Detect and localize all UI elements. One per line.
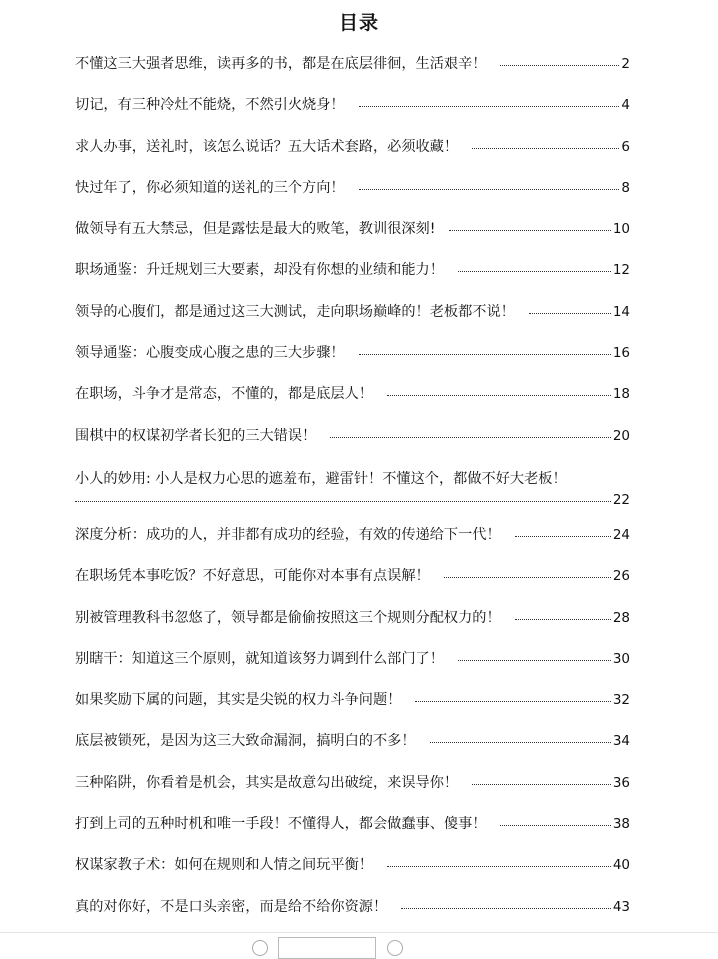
toc-page-number: 24 <box>612 526 630 543</box>
toc-entry[interactable] <box>75 425 630 466</box>
toc-entry-title: 小人的妙用: 小人是权力心思的遮羞布，避雷针！不懂这个，都做不好大老板！ <box>75 470 567 487</box>
toc-entry[interactable] <box>75 136 630 177</box>
toc-page-number: 12 <box>612 262 630 279</box>
toc-page-number: 34 <box>612 733 630 750</box>
dot-leader <box>472 784 611 785</box>
dot-leader <box>529 313 611 314</box>
toc-page-number: 6 <box>621 138 630 155</box>
dot-leader <box>515 536 611 537</box>
toc-entry[interactable] <box>75 524 630 565</box>
toc-entry-title: 三种陷阱，你看着是机会，其实是故意勾出破绽，来误导你！ <box>75 774 459 791</box>
toc-entry-title: 别瞎干：知道这三个原则，就知道该努力调到什么部门了！ <box>75 650 444 667</box>
toc-entry[interactable] <box>75 854 630 895</box>
toc-page-number: 22 <box>612 491 630 508</box>
toc-entry-title: 底层被锁死，是因为这三大致命漏洞，搞明白的不多！ <box>75 733 416 750</box>
dot-leader <box>359 354 611 355</box>
toc-page-number: 18 <box>612 386 630 403</box>
toc-page-number: 30 <box>612 650 630 667</box>
toc-entry[interactable] <box>75 565 630 606</box>
toc-entry-title: 职场通鉴：升迁规划三大要素，却没有你想的业绩和能力！ <box>75 262 444 279</box>
dot-leader <box>472 148 619 149</box>
toc-entry[interactable] <box>75 466 630 520</box>
toc-entry[interactable] <box>75 259 630 300</box>
dot-leader <box>458 660 611 661</box>
toc-page-number: 4 <box>621 97 630 114</box>
dot-leader <box>449 230 610 231</box>
toc-page-number: 32 <box>612 692 630 709</box>
toc-entry[interactable] <box>75 648 630 689</box>
dot-leader <box>387 395 611 396</box>
dot-leader <box>75 501 611 502</box>
toc-entry-title: 在职场，斗争才是常态，不懂的，都是底层人！ <box>75 386 373 403</box>
toc-entry[interactable] <box>75 301 630 342</box>
next-page-icon[interactable] <box>387 940 403 956</box>
toc-page-number: 10 <box>612 221 630 238</box>
toc-entry-title: 打到上司的五种时机和唯一手段！不懂得人，都会做蠢事、傻事！ <box>75 816 487 833</box>
toc-entry[interactable] <box>75 383 630 424</box>
toc-entry-title: 如果奖励下属的问题，其实是尖锐的权力斗争问题！ <box>75 692 402 709</box>
dot-leader <box>500 825 610 826</box>
toc-entry-title: 围棋中的权谋初学者长犯的三大错误！ <box>75 427 317 444</box>
dot-leader <box>500 65 619 66</box>
toc-entry-title: 求人办事，送礼时，该怎么说话？五大话术套路，必须收藏！ <box>75 138 459 155</box>
dot-leader <box>515 619 611 620</box>
previous-page-icon[interactable] <box>252 940 268 956</box>
toc-entry-title: 别被管理教科书忽悠了，领导都是偷偷按照这三个规则分配权力的！ <box>75 609 501 626</box>
toc-page-number: 28 <box>612 609 630 626</box>
toc-page-number: 36 <box>612 774 630 791</box>
toc-entry-title: 做领导有五大禁忌，但是露怯是最大的败笔，教训很深刻! <box>75 221 436 238</box>
toc-entry[interactable] <box>75 53 630 94</box>
dot-leader <box>330 437 611 438</box>
toc-page-number: 20 <box>612 427 630 444</box>
page-nav-bar <box>0 934 718 944</box>
toc-entry-title: 权谋家教子术：如何在规则和人情之间玩平衡！ <box>75 857 373 874</box>
toc-entry[interactable] <box>75 772 630 813</box>
toc-entry[interactable] <box>75 896 630 937</box>
toc-entry[interactable] <box>75 218 630 259</box>
toc-entry-title: 领导通鉴：心腹变成心腹之患的三大步骤！ <box>75 345 345 362</box>
table-of-contents <box>75 53 630 937</box>
toc-entry[interactable] <box>75 730 630 771</box>
toc-entry-title: 切记，有三种冷灶不能烧，不然引火烧身！ <box>75 97 345 114</box>
dot-leader <box>359 106 620 107</box>
toc-entry-title: 在职场凭本事吃饭？不好意思，可能你对本事有点误解！ <box>75 568 430 585</box>
dot-leader <box>430 742 611 743</box>
toc-page-number: 26 <box>612 568 630 585</box>
toc-entry-title: 深度分析：成功的人，并非都有成功的经验，有效的传递给下一代！ <box>75 526 501 543</box>
toc-entry[interactable] <box>75 607 630 648</box>
dot-leader <box>359 189 620 190</box>
toc-page-number: 8 <box>621 179 630 196</box>
toc-page-number: 2 <box>621 56 630 72</box>
page-number-input[interactable] <box>278 937 376 959</box>
dot-leader <box>458 271 611 272</box>
toc-entry[interactable] <box>75 177 630 218</box>
dot-leader <box>444 577 611 578</box>
toc-entry[interactable] <box>75 342 630 383</box>
dot-leader <box>387 866 611 867</box>
toc-page-number: 43 <box>612 898 630 915</box>
toc-entry[interactable] <box>75 94 630 135</box>
dot-leader <box>415 701 610 702</box>
page-divider <box>0 932 718 933</box>
dot-leader <box>401 908 611 909</box>
toc-entry-title: 真的对你好，不是口头亲密，而是给不给你资源！ <box>75 898 388 915</box>
toc-page-number: 38 <box>612 816 630 833</box>
toc-entry-title: 不懂这三大强者思维，读再多的书，都是在底层徘徊，生活艰辛！ <box>75 56 487 72</box>
page-title: 目录 <box>338 12 379 34</box>
toc-entry-title: 快过年了，你必须知道的送礼的三个方向！ <box>75 179 345 196</box>
toc-entry[interactable] <box>75 689 630 730</box>
toc-page-number: 40 <box>612 857 630 874</box>
toc-page-number: 14 <box>612 303 630 320</box>
toc-entry-title: 领导的心腹们，都是通过这三大测试，走向职场巅峰的！老板都不说！ <box>75 303 515 320</box>
toc-page-number: 16 <box>612 345 630 362</box>
toc-entry[interactable] <box>75 813 630 854</box>
